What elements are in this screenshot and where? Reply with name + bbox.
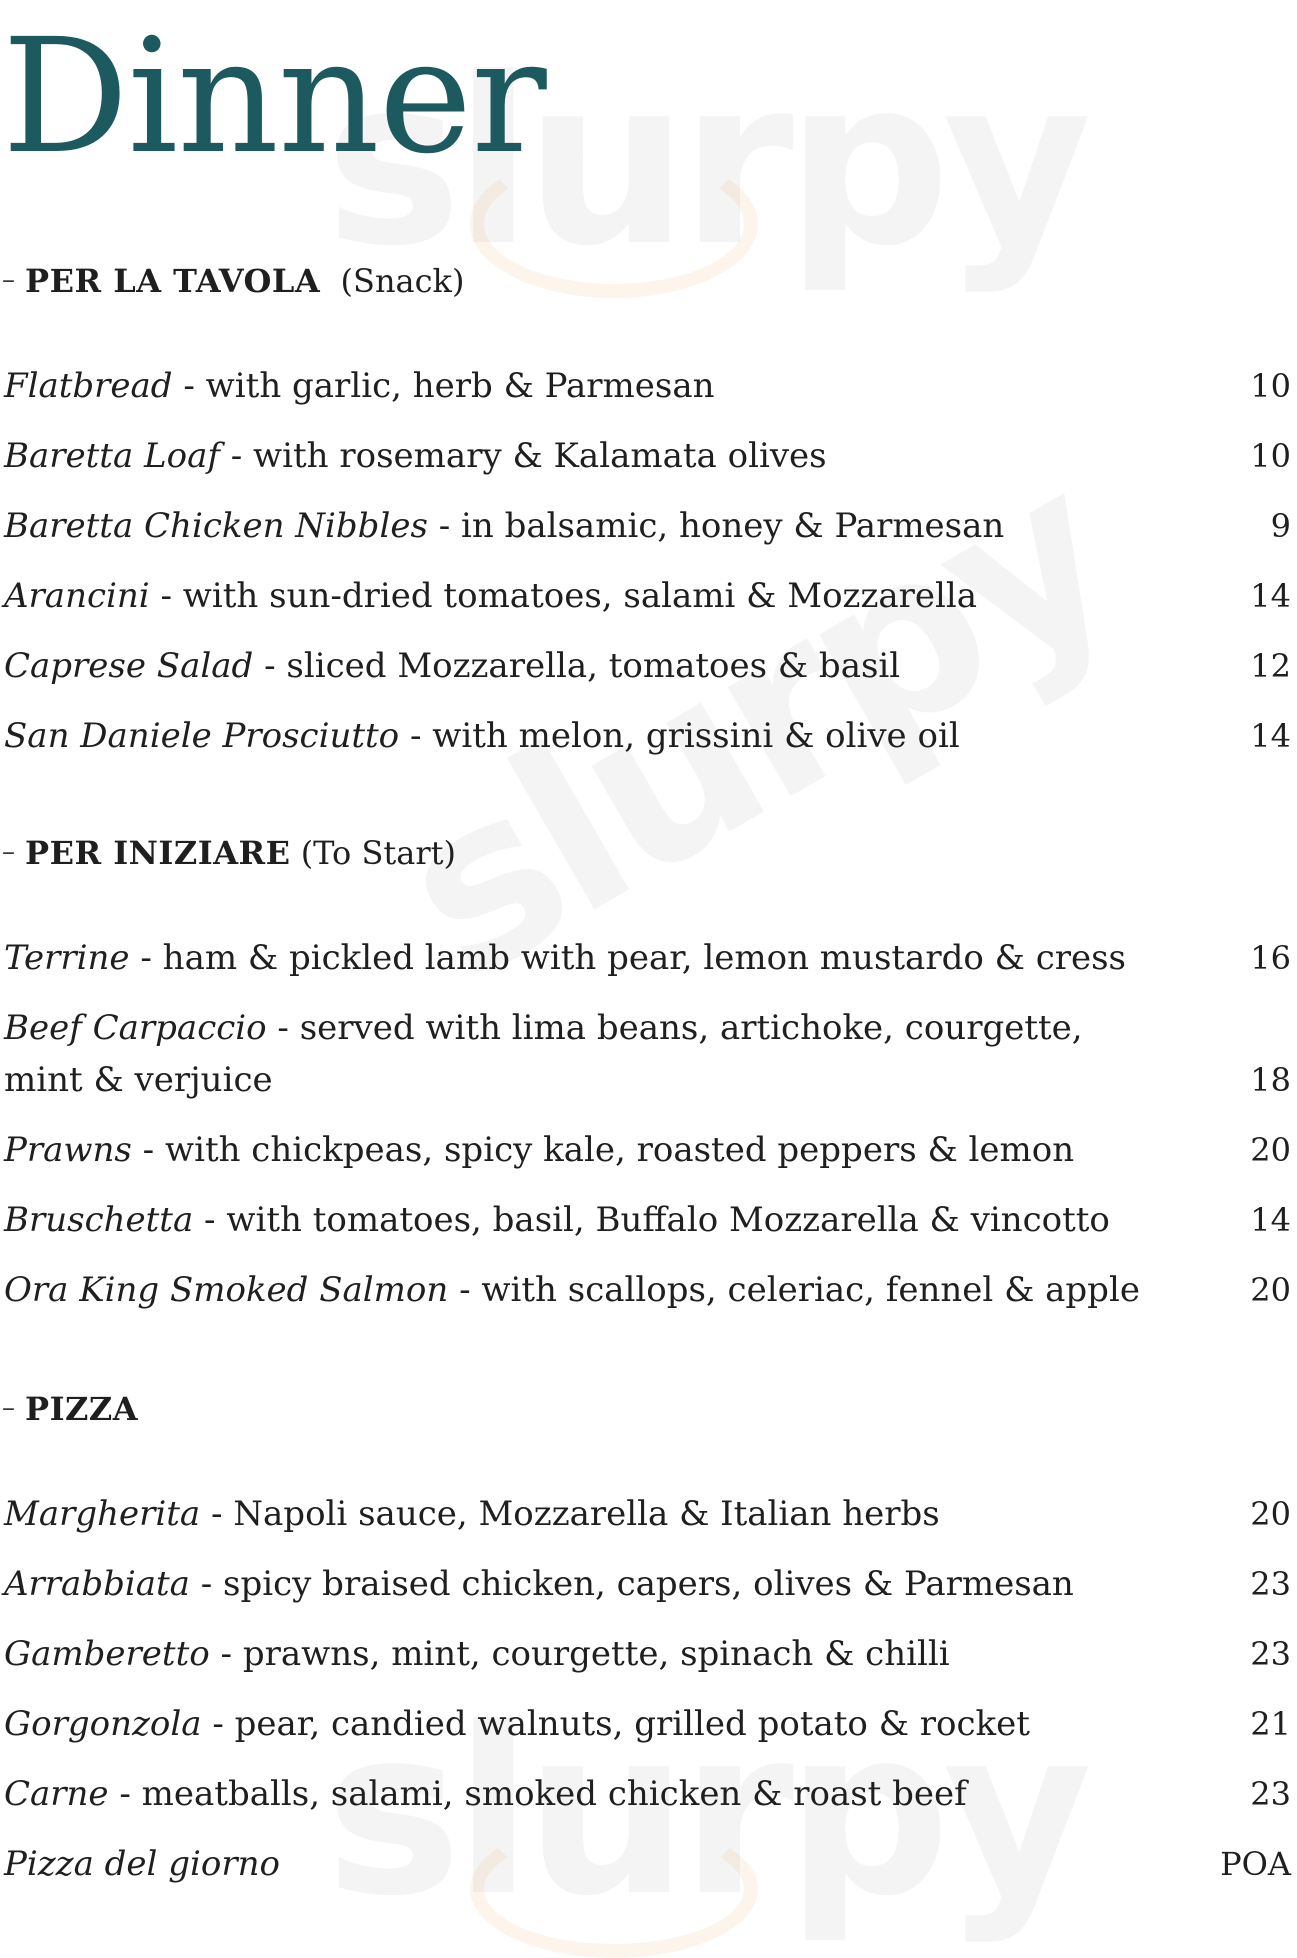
item-detail: - with scallops, celeriac, fennel & apple (448, 1270, 1140, 1310)
item-price: 14 (1250, 1201, 1291, 1239)
item-description (4, 932, 1127, 984)
item-description (4, 640, 1084, 692)
bullet-icon: – (2, 1393, 15, 1423)
item-description (4, 1698, 1084, 1750)
item-description (4, 1768, 1084, 1820)
item-description (4, 1264, 1140, 1316)
section-heading-pizza (2, 1390, 138, 1428)
item-detail-continued: mint & verjuice (4, 1060, 273, 1100)
item-name: Gorgonzola (4, 1704, 202, 1744)
item-detail: - with melon, grissini & olive oil (399, 716, 960, 756)
item-price: 16 (1250, 939, 1291, 977)
item-description (4, 1002, 1084, 1054)
item-price: 10 (1250, 437, 1291, 475)
item-description (4, 1628, 1084, 1680)
item-detail: - served with lima beans, artichoke, courgette, (266, 1008, 1083, 1048)
item-price: 14 (1250, 717, 1291, 755)
item-detail: - meatballs, salami, smoked chicken & roast beef (108, 1774, 967, 1814)
item-detail: - with tomatoes, basil, Buffalo Mozzarella & vincotto (193, 1200, 1110, 1240)
item-description (4, 430, 1084, 482)
item-description (4, 1194, 1110, 1246)
page-title: Dinner (2, 5, 546, 189)
item-name: Baretta Loaf (4, 436, 220, 476)
section-name: PER LA TAVOLA (25, 262, 321, 300)
item-detail: - with garlic, herb & Parmesan (172, 366, 715, 406)
item-name: Pizza del giorno (4, 1844, 280, 1884)
item-price: 12 (1250, 647, 1291, 685)
item-detail: - with rosemary & Kalamata olives (219, 436, 827, 476)
item-price: 23 (1250, 1565, 1291, 1603)
item-price: 21 (1250, 1705, 1291, 1743)
item-description (4, 360, 1084, 412)
item-name: Prawns (4, 1130, 132, 1170)
item-description (4, 1838, 1084, 1890)
item-name: Arancini (4, 576, 150, 616)
item-description (4, 1558, 1084, 1610)
item-price: 20 (1250, 1131, 1291, 1169)
item-name: Arrabbiata (4, 1564, 190, 1604)
section-heading-per-iniziare (2, 834, 456, 872)
section-name: PER INIZIARE (25, 834, 291, 872)
item-detail: - with sun-dried tomatoes, salami & Mozzarella (149, 576, 978, 616)
item-name: Flatbread (4, 366, 173, 406)
section-subtitle: (To Start) (300, 834, 456, 872)
item-detail: - spicy braised chicken, capers, olives & Parmesan (189, 1564, 1074, 1604)
item-price: 9 (1270, 507, 1291, 545)
item-description (4, 1124, 1084, 1176)
item-name: Carne (4, 1774, 109, 1814)
item-name: Caprese Salad (4, 646, 254, 686)
item-price: 10 (1250, 367, 1291, 405)
item-detail: - with chickpeas, spicy kale, roasted peppers & lemon (131, 1130, 1075, 1170)
item-name: Terrine (4, 938, 130, 978)
item-description (4, 710, 1084, 762)
section-name: PIZZA (25, 1390, 139, 1428)
item-price: 23 (1250, 1775, 1291, 1813)
item-name: Gamberetto (4, 1634, 210, 1674)
item-detail: - in balsamic, honey & Parmesan (427, 506, 1005, 546)
item-detail: - prawns, mint, courgette, spinach & chilli (209, 1634, 950, 1674)
item-name: Margherita (4, 1494, 201, 1534)
item-name: Baretta Chicken Nibbles (4, 506, 428, 546)
bullet-icon: – (2, 837, 15, 867)
item-detail: - ham & pickled lamb with pear, lemon mustardo & cress (129, 938, 1127, 978)
item-price: 14 (1250, 577, 1291, 615)
section-subtitle: (Snack) (340, 262, 465, 300)
item-detail: - sliced Mozzarella, tomatoes & basil (253, 646, 901, 686)
bullet-icon: – (2, 265, 15, 295)
item-price: POA (1220, 1845, 1291, 1883)
item-name: Ora King Smoked Salmon (4, 1270, 449, 1310)
item-price: 23 (1250, 1635, 1291, 1673)
item-detail: - Napoli sauce, Mozzarella & Italian herbs (200, 1494, 940, 1534)
item-price: 20 (1250, 1271, 1291, 1309)
item-name: Bruschetta (4, 1200, 194, 1240)
item-price: 18 (1250, 1061, 1291, 1099)
item-name: San Daniele Prosciutto (4, 716, 400, 756)
section-heading-per-la-tavola (2, 262, 464, 300)
item-description (4, 500, 1084, 552)
item-price: 20 (1250, 1495, 1291, 1533)
item-name: Beef Carpaccio (4, 1008, 267, 1048)
item-description (4, 1488, 1084, 1540)
item-detail: - pear, candied walnuts, grilled potato & rocket (201, 1704, 1030, 1744)
item-description (4, 570, 1084, 622)
